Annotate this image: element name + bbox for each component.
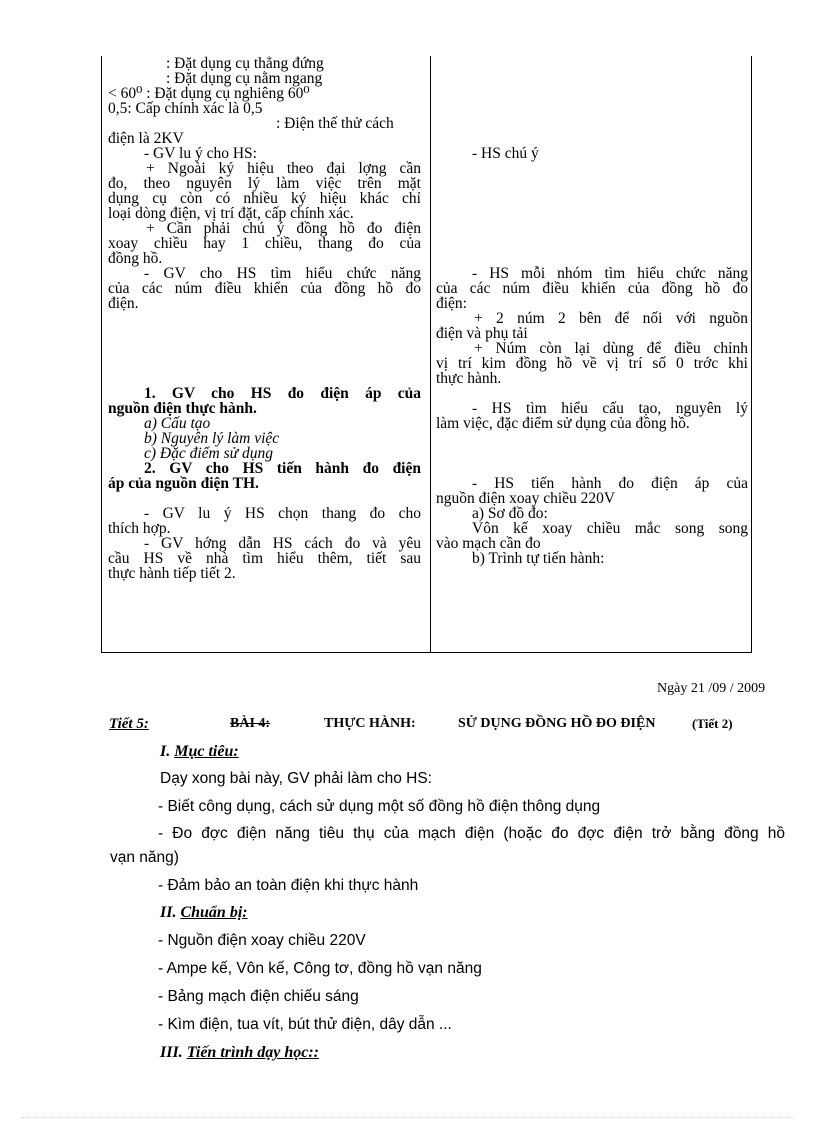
teacher-activity-line: dụng cụ còn có nhiều ký hiệu khác chỉ bbox=[108, 190, 421, 207]
table-column-divider bbox=[430, 56, 431, 652]
teacher-activity-line: 0,5: Cấp chính xác là 0,5 bbox=[108, 100, 263, 117]
teacher-activity-line bbox=[108, 341, 421, 356]
objective-line: Dạy xong bài này, GV phải làm cho HS: bbox=[160, 770, 432, 787]
teacher-activity-line: áp của nguồn điện TH. bbox=[108, 475, 259, 492]
page-footer-rule bbox=[22, 1117, 794, 1118]
objectives-heading-text: Mục tiêu: bbox=[174, 743, 239, 760]
student-activity-line: điện và phụ tải bbox=[436, 325, 528, 342]
objectives-heading bbox=[160, 743, 239, 761]
teacher-activity-line: cầu HS về nhà tìm hiểu thêm, tiết sau bbox=[108, 550, 421, 567]
teacher-activity-line: : Đặt dụng cụ thẳng đứng bbox=[166, 55, 324, 72]
teacher-activity-line: đo, theo nguyên lý làm việc trên mặt bbox=[108, 175, 421, 192]
student-activity-line bbox=[436, 131, 748, 146]
student-activity-line: + Núm còn lại dùng để điều chỉnh bbox=[474, 340, 748, 357]
teacher-activity-line: xoay chiều hay 1 chiều, thang đo của bbox=[108, 235, 421, 252]
preparation-heading bbox=[160, 904, 248, 922]
student-activity-line: b) Trình tự tiến hành: bbox=[472, 550, 605, 567]
teacher-activity-line: b) Nguyên lý làm việc bbox=[144, 430, 280, 447]
teacher-activity-line: điện là 2KV bbox=[108, 130, 184, 147]
student-activity-line bbox=[436, 236, 748, 251]
teacher-activity-line: - GV lu ý HS chọn thang đo cho bbox=[144, 505, 421, 522]
objectives-heading-number: I. bbox=[160, 743, 171, 760]
student-activity-line: điện: bbox=[436, 295, 467, 312]
lesson-title: SỬ DỤNG ĐỒNG HỒ ĐO ĐIỆN bbox=[458, 716, 656, 731]
teacher-activity-line: thực hành tiếp tiết 2. bbox=[108, 565, 236, 582]
student-activity-line bbox=[436, 446, 748, 461]
student-activity-line bbox=[436, 101, 748, 116]
student-activity-line bbox=[436, 461, 748, 476]
student-activity-line bbox=[436, 386, 748, 401]
teacher-activity-line bbox=[108, 491, 421, 506]
teacher-activity-line: thích hợp. bbox=[108, 520, 171, 537]
teacher-activity-line: < 60⁰ : Đặt dụng cụ nghiêng 60⁰ bbox=[108, 85, 310, 102]
student-activity-line: làm việc, đặc điểm sử dụng của đồng hồ. bbox=[436, 415, 690, 432]
teacher-activity-line: của các núm điều khiển của đồng hồ đo bbox=[108, 280, 421, 297]
student-activity-line: - HS tiến hành đo điện áp của bbox=[472, 475, 748, 492]
teacher-activity-line: nguồn điện thực hành. bbox=[108, 400, 257, 417]
process-heading-text: Tiến trình dạy học:: bbox=[186, 1044, 319, 1061]
student-activity-column bbox=[436, 56, 748, 581]
student-activity-line bbox=[436, 251, 748, 266]
student-activity-line: vào mạch cần đo bbox=[436, 535, 541, 552]
student-activity-line: - HS tìm hiểu cấu tạo, nguyên lý bbox=[472, 400, 748, 417]
student-activity-line bbox=[436, 86, 748, 101]
teacher-activity-line: 2. GV cho HS tiến hành đo điện bbox=[144, 460, 421, 477]
student-activity-line bbox=[436, 71, 748, 86]
teacher-activity-line: c) Đặc điểm sử dụng bbox=[144, 445, 273, 462]
teacher-activity-line: đồng hồ. bbox=[108, 250, 163, 267]
teacher-activity-line: - GV cho HS tìm hiểu chức năng bbox=[144, 265, 421, 282]
lesson-part: (Tiết 2) bbox=[692, 716, 733, 731]
teacher-activity-line: - GV hớng dẫn HS cách đo và yêu bbox=[144, 535, 421, 552]
teacher-activity-line: 1. GV cho HS đo điện áp của bbox=[144, 385, 421, 402]
teacher-activity-line bbox=[108, 311, 421, 326]
student-activity-line: vị trí kim đồng hồ về vị trí số 0 trớc khi bbox=[436, 355, 748, 372]
student-activity-line bbox=[436, 431, 748, 446]
student-activity-line bbox=[436, 161, 748, 176]
objective-line: - Biết công dụng, cách sử dụng một số đồng hồ điện thông dụng bbox=[158, 798, 601, 815]
teacher-activity-line: - GV lu ý cho HS: bbox=[144, 145, 257, 162]
student-activity-line: nguồn điện xoay chiều 220V bbox=[436, 490, 616, 507]
student-activity-line: a) Sơ đồ đo: bbox=[472, 505, 548, 522]
student-activity-line bbox=[436, 116, 748, 131]
student-activity-line bbox=[436, 191, 748, 206]
preparation-heading-text: Chuẩn bị: bbox=[180, 904, 248, 921]
student-activity-line bbox=[436, 221, 748, 236]
period-label: Tiết 5: bbox=[109, 716, 149, 732]
teacher-activity-line: + Cần phải chú ý đồng hồ đo điện bbox=[146, 220, 421, 237]
teacher-activity-line: a) Cấu tạo bbox=[144, 415, 211, 432]
student-activity-line bbox=[436, 206, 748, 221]
teacher-activity-line bbox=[108, 371, 421, 386]
teacher-activity-line bbox=[108, 356, 421, 371]
teacher-activity-line: + Ngoài ký hiệu theo đại lợng cần bbox=[146, 160, 421, 177]
objective-line: - Đo đợc điện năng tiêu thụ của mạch điện (hoặc đo đợc điện trở bằng đồng hồ bbox=[158, 825, 785, 842]
student-activity-line: Vôn kế xoay chiều mắc song song bbox=[472, 520, 748, 537]
student-activity-line: - HS chú ý bbox=[472, 145, 539, 162]
student-activity-line bbox=[436, 56, 748, 71]
student-activity-line bbox=[436, 566, 748, 581]
preparation-line: - Ampe kế, Vôn kế, Công tơ, đồng hồ vạn năng bbox=[158, 960, 482, 977]
process-heading-number: III. bbox=[160, 1044, 183, 1061]
student-activity-line: - HS mỗi nhóm tìm hiểu chức năng bbox=[472, 265, 748, 282]
practice-label: THỰC HÀNH: bbox=[324, 716, 416, 731]
student-activity-line: + 2 núm 2 bên để nối với nguồn bbox=[474, 310, 748, 327]
lesson-date: Ngày 21 /09 / 2009 bbox=[657, 681, 766, 696]
teacher-activity-line: : Điện thế thử cách bbox=[276, 115, 394, 132]
teacher-activity-line: : Đặt dụng cụ nằm ngang bbox=[166, 70, 323, 87]
student-activity-line: thực hành. bbox=[436, 370, 502, 387]
student-activity-line bbox=[436, 176, 748, 191]
teacher-activity-line: điện. bbox=[108, 295, 139, 312]
teacher-activity-line: loại dòng điện, vị trí đặt, cấp chính xác. bbox=[108, 205, 354, 222]
lesson-number: BÀI 4: bbox=[230, 716, 271, 731]
teacher-activity-column bbox=[108, 56, 421, 581]
preparation-line: - Bảng mạch điện chiếu sáng bbox=[158, 988, 359, 1005]
student-activity-line: của các núm điều khiển của đồng hồ đo bbox=[436, 280, 748, 297]
objective-line: vạn năng) bbox=[110, 849, 179, 866]
objective-line: - Đảm bảo an toàn điện khi thực hành bbox=[158, 877, 419, 894]
preparation-line: - Kìm điện, tua vít, bút thử điện, dây dẫn ... bbox=[158, 1016, 452, 1033]
preparation-heading-number: II. bbox=[160, 904, 177, 921]
teacher-activity-line bbox=[108, 326, 421, 341]
process-heading bbox=[160, 1044, 319, 1062]
preparation-line: - Nguồn điện xoay chiều 220V bbox=[158, 932, 366, 949]
